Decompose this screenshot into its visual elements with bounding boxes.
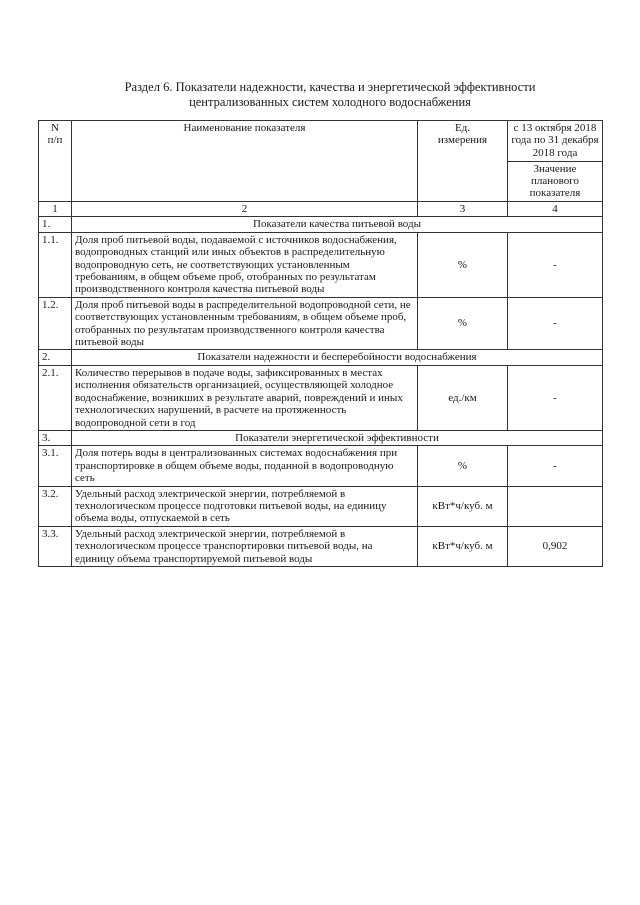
row-unit: %	[418, 297, 508, 350]
row-value: -	[508, 446, 603, 486]
section-title-line-2: централизованных систем холодного водоснабжения	[189, 95, 471, 109]
table-row	[39, 365, 603, 430]
section-heading: Показатели надежности и бесперебойности водоснабжения	[72, 350, 603, 365]
row-name: Удельный расход электрической энергии, потребляемой в технологическом процессе подготовки питьевой воды, на единицу объема воды, отпускаемой в сеть	[72, 486, 418, 526]
header-unit: Ед. измерения	[418, 121, 508, 202]
indicators-table	[38, 120, 603, 567]
table-row	[39, 446, 603, 486]
section-heading: Показатели качества питьевой воды	[72, 217, 603, 232]
column-number: 3	[418, 202, 508, 217]
row-value: -	[508, 232, 603, 297]
row-value: -	[508, 297, 603, 350]
row-unit: %	[418, 232, 508, 297]
row-num: 1.1.	[39, 232, 72, 297]
section-row	[39, 430, 603, 445]
row-value: 0,902	[508, 526, 603, 566]
row-unit: кВт*ч/куб. м	[418, 486, 508, 526]
header-num: N п/п	[39, 121, 72, 202]
section-title-line-1: Раздел 6. Показатели надежности, качества и энергетической эффективности	[124, 80, 536, 94]
section-num: 2.	[39, 350, 72, 365]
row-unit: ед./км	[418, 365, 508, 430]
table-row	[39, 232, 603, 297]
header-row	[39, 121, 603, 162]
section-row	[39, 350, 603, 365]
row-num: 1.2.	[39, 297, 72, 350]
row-unit: кВт*ч/куб. м	[418, 526, 508, 566]
section-heading: Показатели энергетической эффективности	[72, 430, 603, 445]
row-name: Доля потерь воды в централизованных системах водоснабжения при транспортировке в общем объеме воды, поданной в водопроводную сеть	[72, 446, 418, 486]
column-number: 4	[508, 202, 603, 217]
row-num: 3.1.	[39, 446, 72, 486]
row-value	[508, 486, 603, 526]
row-value: -	[508, 365, 603, 430]
header-value: Значение планового показателя	[508, 161, 603, 202]
table-row	[39, 486, 603, 526]
section-title	[60, 80, 600, 110]
table-row	[39, 526, 603, 566]
column-number: 1	[39, 202, 72, 217]
row-name: Доля проб питьевой воды, подаваемой с источников водоснабжения, водопроводных станций или иных объектов в распределительную водопроводную сеть, не соответствующих установленным требованиям, в общем объеме проб, отобранных по результатам производственного контроля качества питьевой воды	[72, 232, 418, 297]
section-row	[39, 217, 603, 232]
row-name: Удельный расход электрической энергии, потребляемой в технологическом процессе транспортировки питьевой воды, на единицу объема транспортируемой питьевой воды	[72, 526, 418, 566]
section-num: 1.	[39, 217, 72, 232]
row-num: 3.3.	[39, 526, 72, 566]
column-numbers-row	[39, 202, 603, 217]
row-unit: %	[418, 446, 508, 486]
header-name: Наименование показателя	[72, 121, 418, 202]
row-name: Количество перерывов в подаче воды, зафиксированных в местах исполнения обязательств организацией, осуществляющей холодное водоснабжение, возникших в результате аварий, повреждений и иных технологических нарушений, в расчете на протяженность водопроводной сети в год	[72, 365, 418, 430]
column-number: 2	[72, 202, 418, 217]
row-num: 3.2.	[39, 486, 72, 526]
table-row	[39, 297, 603, 350]
row-num: 2.1.	[39, 365, 72, 430]
row-name: Доля проб питьевой воды в распределительной водопроводной сети, не соответствующих установленным требованиям, в общем объеме проб, отобранных по результатам производственного контроля качества питьевой воды	[72, 297, 418, 350]
section-num: 3.	[39, 430, 72, 445]
header-period: с 13 октября 2018 года по 31 декабря 2018 года	[508, 121, 603, 162]
